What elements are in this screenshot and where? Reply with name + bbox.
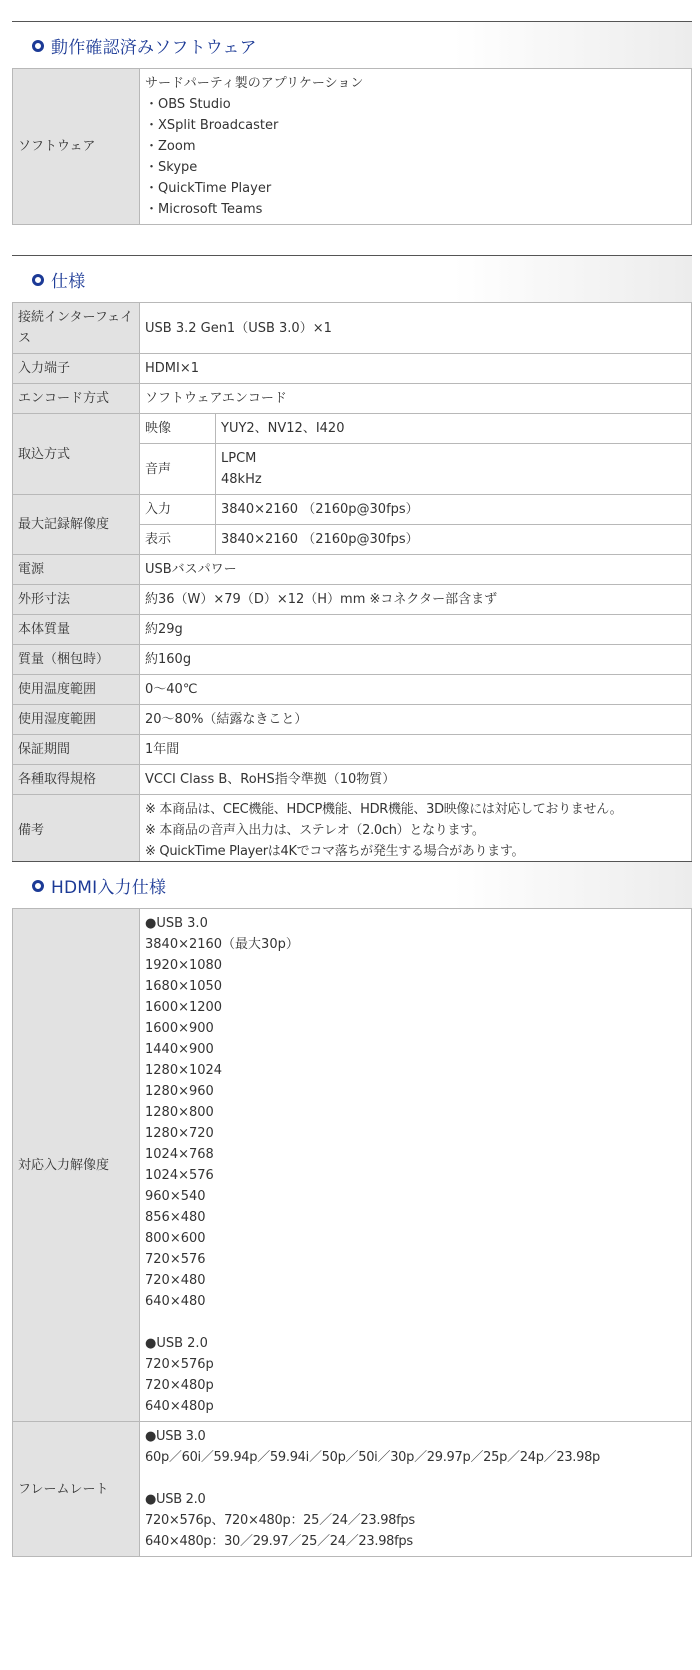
table-row xyxy=(13,495,692,525)
list-item: 3840×2160（最大30p） xyxy=(145,937,299,952)
row-label: 使用湿度範囲 xyxy=(13,705,140,735)
table-row xyxy=(13,384,692,414)
row-label: 質量（梱包時） xyxy=(13,645,140,675)
list-item: 720×576p、720×480p：25／24／23.98fps xyxy=(145,1513,415,1528)
value-line: 48kHz xyxy=(221,472,262,487)
row-label: 外形寸法 xyxy=(13,585,140,615)
row-label: ソフトウェア xyxy=(13,69,140,225)
row-value: YUY2、NV12、I420 xyxy=(216,414,692,444)
list-item: ・Skype xyxy=(145,160,198,175)
list-item: 1920×1080 xyxy=(145,958,223,973)
row-label: 備考 xyxy=(13,795,140,867)
list-item: ・Microsoft Teams xyxy=(145,202,263,217)
row-label: 取込方式 xyxy=(13,414,140,495)
list-item: 1280×1024 xyxy=(145,1063,223,1078)
table-row xyxy=(13,555,692,585)
table-row xyxy=(13,414,692,444)
row-value: USB 3.2 Gen1（USB 3.0）×1 xyxy=(140,303,692,354)
list-item: 1280×720 xyxy=(145,1126,214,1141)
table-row xyxy=(13,645,692,675)
spacer xyxy=(145,1468,686,1489)
software-section xyxy=(12,21,692,225)
table-row xyxy=(13,585,692,615)
list-item: ・OBS Studio xyxy=(145,97,231,112)
spec-table xyxy=(12,302,692,867)
section-header xyxy=(12,255,692,303)
row-value xyxy=(216,444,692,495)
note-line: ※ QuickTime Playerは4Kでコマ落ちが発生する場合があります。 xyxy=(145,844,525,859)
list-item: 1680×1050 xyxy=(145,979,223,994)
circle-bullet-icon xyxy=(32,880,44,892)
list-item: サードパーティ製のアプリケーション xyxy=(145,76,364,91)
section-title: 動作確認済みソフトウェア xyxy=(51,38,257,58)
list-item: 1440×900 xyxy=(145,1042,214,1057)
sub-label: 映像 xyxy=(140,414,216,444)
table-row xyxy=(13,795,692,867)
list-item: 1600×900 xyxy=(145,1021,214,1036)
row-value: 1年間 xyxy=(140,735,692,765)
table-row xyxy=(13,69,692,225)
spacer xyxy=(145,1312,686,1333)
software-list xyxy=(140,69,692,225)
row-label: エンコード方式 xyxy=(13,384,140,414)
row-value: 3840×2160 （2160p@30fps） xyxy=(216,525,692,555)
list-item: 856×480 xyxy=(145,1210,206,1225)
row-label: 対応入力解像度 xyxy=(13,909,140,1422)
table-row xyxy=(13,705,692,735)
notes-list xyxy=(140,795,692,867)
software-table xyxy=(12,68,692,225)
row-label: 本体質量 xyxy=(13,615,140,645)
circle-bullet-icon xyxy=(32,274,44,286)
resolution-list xyxy=(140,909,692,1422)
row-label: フレームレート xyxy=(13,1422,140,1557)
sub-label: 音声 xyxy=(140,444,216,495)
list-item: 60p／60i／59.94p／59.94i／50p／50i／30p／29.97p／25p／24p／23.98p xyxy=(145,1450,601,1465)
list-heading: ●USB 2.0 xyxy=(145,1492,206,1507)
row-value: 20～80%（結露なきこと） xyxy=(140,705,692,735)
list-item: 720×576p xyxy=(145,1357,214,1372)
section-header xyxy=(12,21,692,69)
list-item: ・Zoom xyxy=(145,139,196,154)
note-line: ※ 本商品の音声入出力は、ステレオ（2.0ch）となります。 xyxy=(145,823,485,838)
circle-bullet-icon xyxy=(32,40,44,52)
list-item: 720×480 xyxy=(145,1273,206,1288)
table-row xyxy=(13,1422,692,1557)
row-label: 入力端子 xyxy=(13,354,140,384)
list-item: 640×480 xyxy=(145,1294,206,1309)
table-row xyxy=(13,303,692,354)
spec-section xyxy=(12,255,692,867)
table-row xyxy=(13,909,692,1422)
section-title: HDMI入力仕様 xyxy=(51,878,167,898)
list-item: 1024×768 xyxy=(145,1147,214,1162)
row-label: 各種取得規格 xyxy=(13,765,140,795)
table-row xyxy=(13,765,692,795)
row-value: 約36（W）×79（D）×12（H）mm ※コネクター部含まず xyxy=(140,585,692,615)
list-item: ・XSplit Broadcaster xyxy=(145,118,279,133)
row-value: ソフトウェアエンコード xyxy=(140,384,692,414)
row-value: 約29g xyxy=(140,615,692,645)
table-row xyxy=(13,675,692,705)
row-value: 0～40℃ xyxy=(140,675,692,705)
list-item: 1280×800 xyxy=(145,1105,214,1120)
list-item: 1280×960 xyxy=(145,1084,214,1099)
list-item: 1600×1200 xyxy=(145,1000,223,1015)
table-row xyxy=(13,354,692,384)
row-value: HDMI×1 xyxy=(140,354,692,384)
list-item: 800×600 xyxy=(145,1231,206,1246)
sub-label: 表示 xyxy=(140,525,216,555)
table-row xyxy=(13,735,692,765)
list-heading: ●USB 3.0 xyxy=(145,916,208,931)
section-header xyxy=(12,861,692,909)
framerate-list xyxy=(140,1422,692,1557)
row-label: 最大記録解像度 xyxy=(13,495,140,555)
row-label: 電源 xyxy=(13,555,140,585)
section-title: 仕様 xyxy=(51,272,86,292)
list-item: 640×480p xyxy=(145,1399,214,1414)
list-item: ・QuickTime Player xyxy=(145,181,272,196)
note-line: ※ 本商品は、CEC機能、HDCP機能、HDR機能、3D映像には対応しておりません。 xyxy=(145,802,623,817)
list-item: 960×540 xyxy=(145,1189,206,1204)
hdmi-table xyxy=(12,908,692,1557)
list-item: 720×576 xyxy=(145,1252,206,1267)
hdmi-section xyxy=(12,861,692,1557)
value-line: LPCM xyxy=(221,451,257,466)
list-heading: ●USB 2.0 xyxy=(145,1336,208,1351)
row-value: 約160g xyxy=(140,645,692,675)
list-item: 720×480p xyxy=(145,1378,214,1393)
sub-label: 入力 xyxy=(140,495,216,525)
list-item: 1024×576 xyxy=(145,1168,214,1183)
row-value: USBバスパワー xyxy=(140,555,692,585)
table-row xyxy=(13,615,692,645)
list-item: 640×480p：30／29.97／25／24／23.98fps xyxy=(145,1534,413,1549)
row-label: 保証期間 xyxy=(13,735,140,765)
row-label: 使用温度範囲 xyxy=(13,675,140,705)
row-label: 接続インターフェイス xyxy=(13,303,140,354)
list-heading: ●USB 3.0 xyxy=(145,1429,206,1444)
row-value: 3840×2160 （2160p@30fps） xyxy=(216,495,692,525)
row-value: VCCI Class B、RoHS指令準拠（10物質） xyxy=(140,765,692,795)
